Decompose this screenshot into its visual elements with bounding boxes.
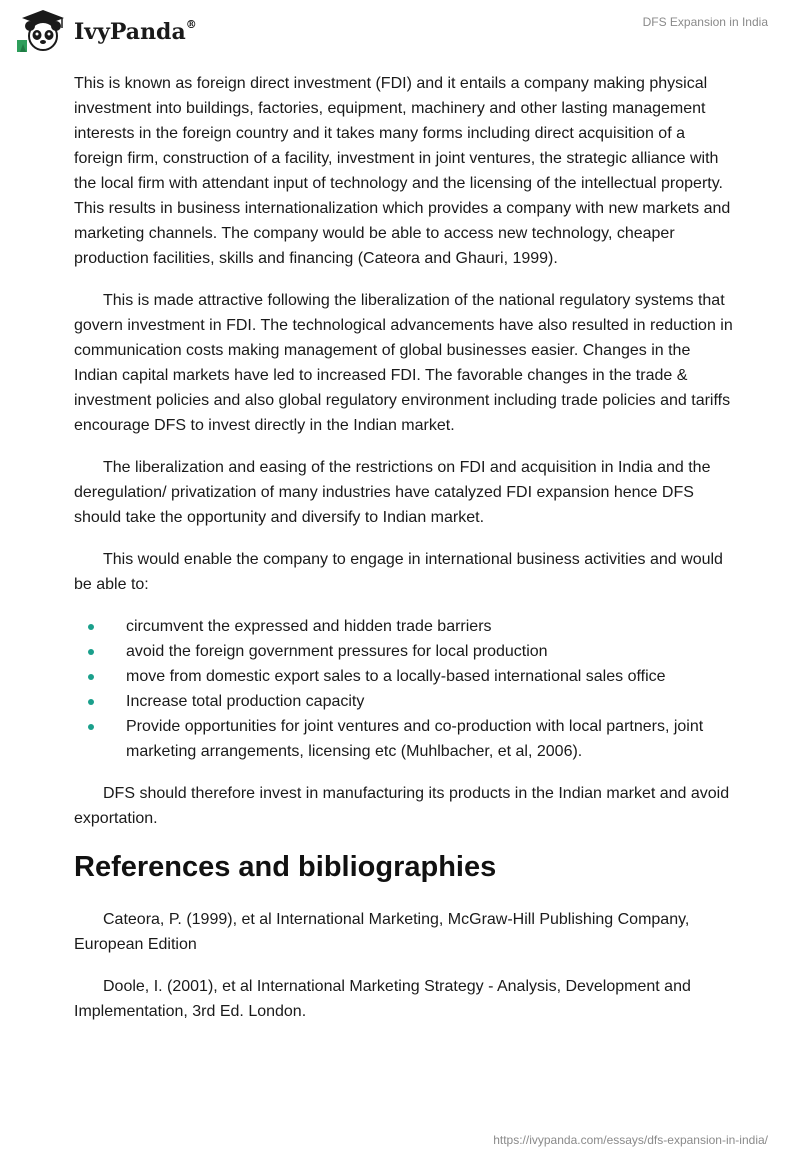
page-header	[0, 0, 800, 60]
benefits-list	[74, 614, 734, 764]
list-item: circumvent the expressed and hidden trade barriers	[74, 614, 734, 639]
bullet-icon	[88, 724, 94, 730]
bullet-icon	[88, 624, 94, 630]
bullet-icon	[88, 649, 94, 655]
paragraph: The liberalization and easing of the restrictions on FDI and acquisition in India and the deregulation/ privatization of many industries have catalyzed FDI expansion hence DFS should take the opportunity and diversify to Indian market.	[74, 459, 711, 526]
document-title: DFS Expansion in India	[642, 15, 768, 29]
source-url[interactable]: https://ivypanda.com/essays/dfs-expansion-in-india/	[493, 1133, 768, 1147]
paragraph: This is made attractive following the liberalization of the national regulatory systems that govern investment in FDI. The technological advancements have also resulted in reduction in communication costs making management of global businesses easier. Changes in the Indian capital markets have led to increased FDI. The favorable changes in the trade & investment policies and also global regulatory environment including trade policies and tariffs encourage DFS to invest directly in the Indian market.	[74, 292, 733, 434]
conclusion-paragraph: DFS should therefore invest in manufacturing its products in the Indian market and avoid exportation.	[74, 785, 730, 827]
logo-wordmark: IvyPanda®	[74, 17, 197, 45]
reference-item: Cateora, P. (1999), et al International Marketing, McGraw-Hill Publishing Company, European Edition	[74, 911, 690, 953]
reference-item: Doole, I. (2001), et al International Marketing Strategy - Analysis, Development and Implementation, 3rd Ed. London.	[74, 978, 691, 1020]
panda-mascot-icon	[14, 8, 72, 54]
paragraph: This would enable the company to engage in international business activities and would be able to:	[74, 551, 723, 593]
list-item: avoid the foreign government pressures for local production	[74, 639, 734, 664]
bullet-icon	[88, 674, 94, 680]
references-heading: References and bibliographies	[74, 851, 497, 883]
list-item: Increase total production capacity	[74, 689, 734, 714]
list-item: move from domestic export sales to a locally-based international sales office	[74, 664, 734, 689]
bullet-icon	[88, 699, 94, 705]
ivypanda-logo[interactable]	[14, 8, 197, 54]
list-item: Provide opportunities for joint ventures and co-production with local partners, joint marketing arrangements, licensing etc (Muhlbacher, et al, 2006).	[74, 714, 734, 764]
paragraph: This is known as foreign direct investment (FDI) and it entails a company making physical investment into buildings, factories, equipment, machinery and other lasting management interests in the foreign country and it takes many forms including direct acquisition of a foreign firm, construction of a facility, investment in joint ventures, the strategic alliance with the local firm with attendant input of technology and the licensing of the intellectual property. This results in business internationalization which provides a company with new markets and marketing channels. The company would be able to access new technology, cheaper production facilities, skills and financing (Cateora and Ghauri, 1999).	[74, 75, 731, 267]
essay-body	[74, 71, 734, 1041]
